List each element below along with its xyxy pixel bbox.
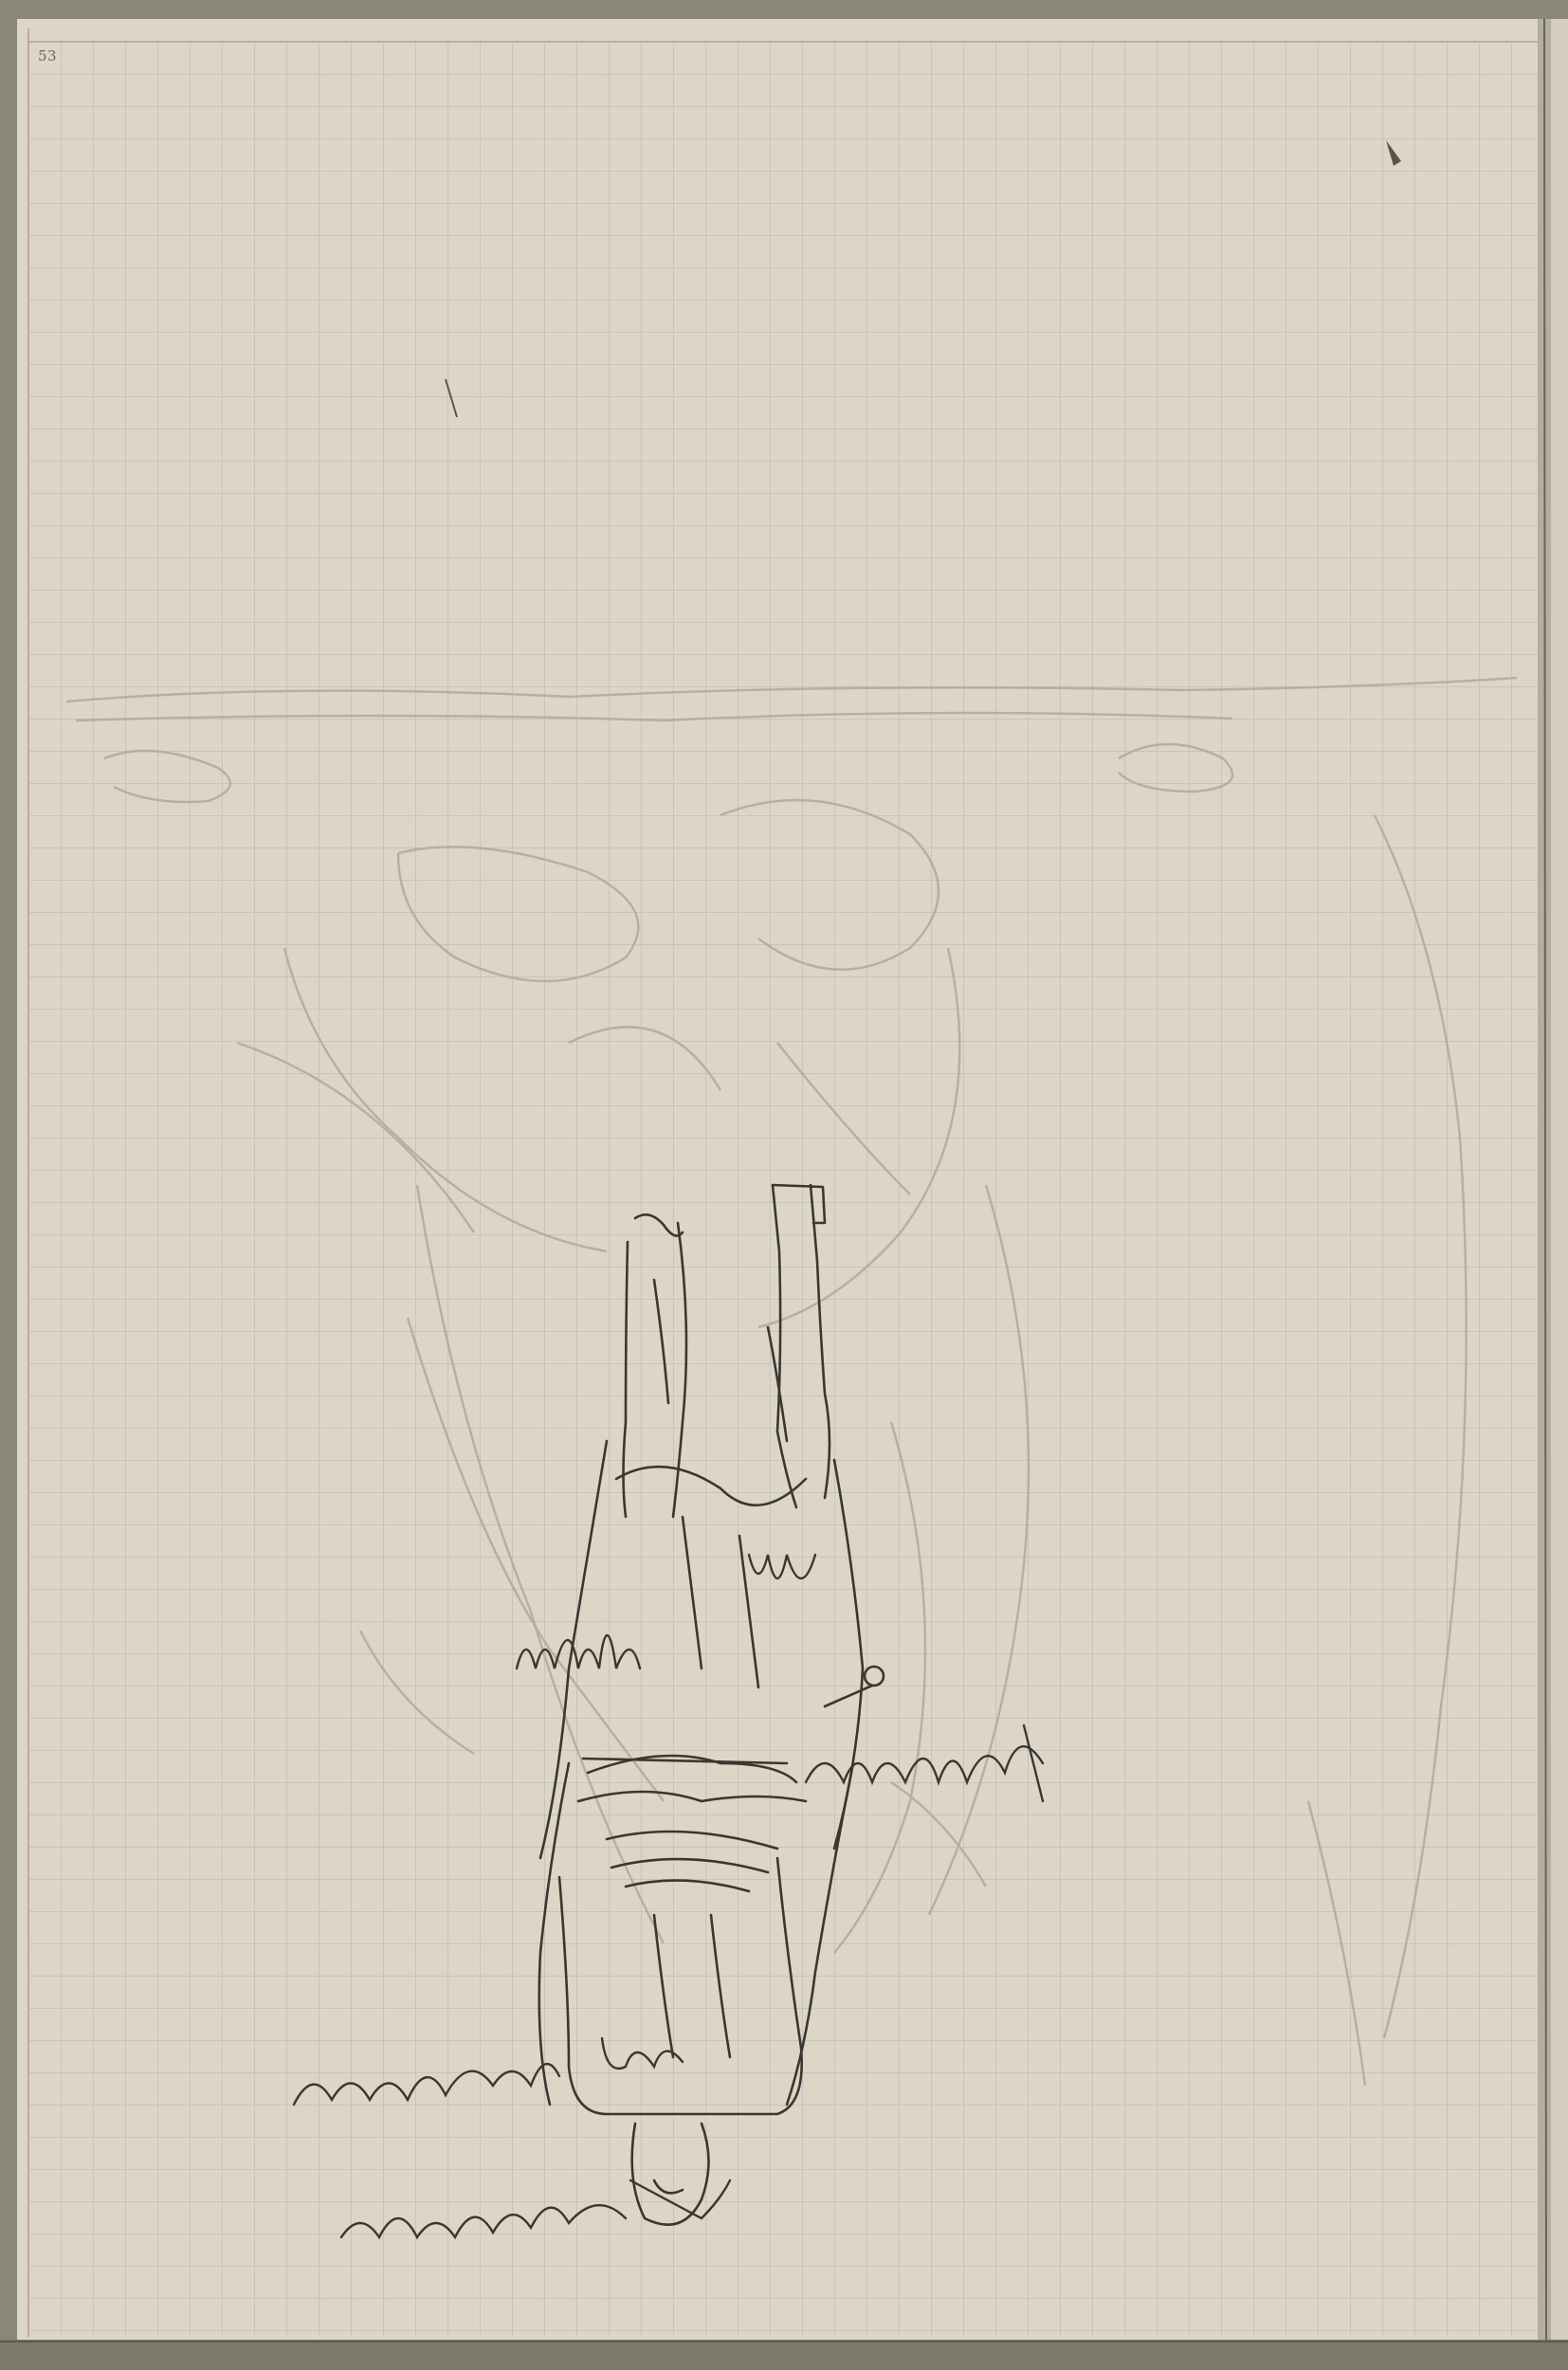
right-page-edge — [1551, 19, 1568, 2340]
page-number: 53 — [38, 47, 58, 64]
bottom-cover — [0, 2340, 1568, 2370]
